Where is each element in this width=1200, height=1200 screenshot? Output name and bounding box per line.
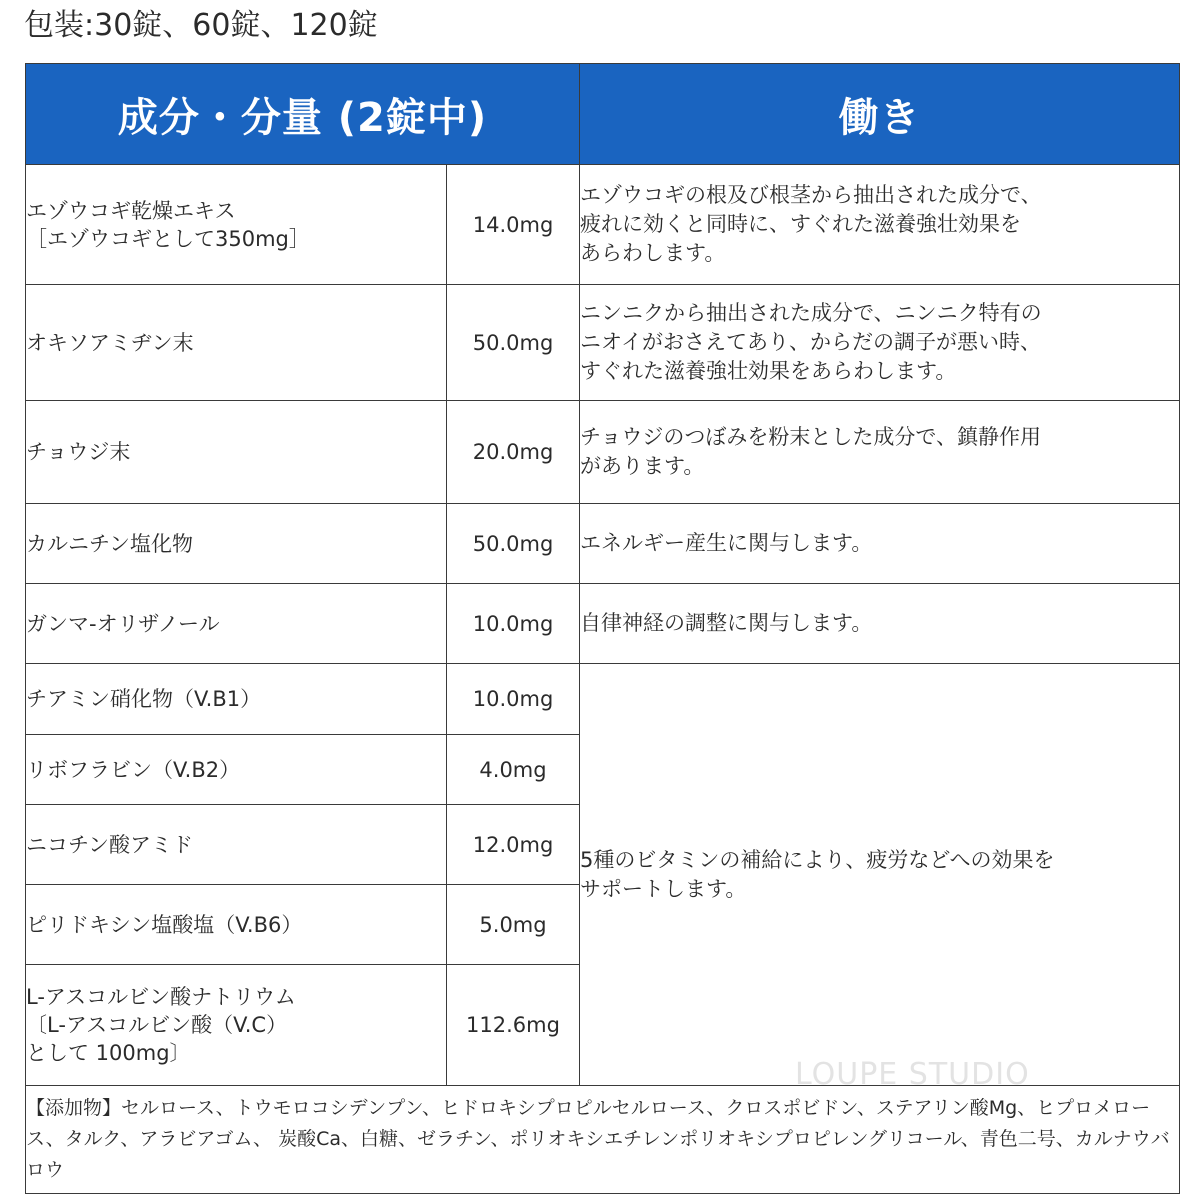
ingredient-name: リボフラビン（V.B2）: [26, 735, 447, 805]
ingredient-name: オキソアミヂン末: [26, 285, 447, 401]
ingredient-effect: ニンニクから抽出された成分で、ニンニク特有の ニオイがおさえてあり、からだの調子が悪い時、 すぐれた滋養強壮効果をあらわします。: [580, 285, 1180, 401]
watermark-logo: LOUPE STUDIO: [795, 1057, 1030, 1092]
ingredient-effect: エネルギー産生に関与します。: [580, 504, 1180, 584]
ingredients-header: 成分・分量 (2錠中): [26, 64, 580, 165]
table-row: [26, 504, 1180, 584]
ingredient-amount: 10.0mg: [447, 584, 580, 664]
ingredient-effect: 自律神経の調整に関与します。: [580, 584, 1180, 664]
table-row: [26, 584, 1180, 664]
ingredient-effect: エゾウコギの根及び根茎から抽出された成分で、 疲れに効くと同時に、すぐれた滋養強壮効果を あらわします。: [580, 165, 1180, 285]
vitamin-effect: 5種のビタミンの補給により、疲労などへの効果を サポートします。: [580, 664, 1180, 1086]
ingredient-amount: 112.6mg: [447, 965, 580, 1086]
effect-header: 働き: [580, 64, 1180, 165]
additives-text: 【添加物】セルロース、トウモロコシデンプン、ヒドロキシプロピルセルロース、クロスポビドン、ステアリン酸Mg、ヒプロメロース、タルク、アラビアゴム、 炭酸Ca、白糖、ゼラチン、ポリオキシエチレンポリオキシプロピレングリコール、青色二号、カルナウバロウ: [26, 1086, 1180, 1194]
ingredient-amount: 20.0mg: [447, 401, 580, 504]
ingredient-name: チアミン硝化物（V.B1）: [26, 664, 447, 735]
ingredient-name: チョウジ末: [26, 401, 447, 504]
ingredient-amount: 14.0mg: [447, 165, 580, 285]
ingredient-amount: 12.0mg: [447, 805, 580, 885]
ingredient-name: ガンマ-オリザノール: [26, 584, 447, 664]
ingredient-name: ニコチン酸アミド: [26, 805, 447, 885]
ingredient-name: ピリドキシン塩酸塩（V.B6）: [26, 885, 447, 965]
ingredient-amount: 5.0mg: [447, 885, 580, 965]
table-row: [26, 401, 1180, 504]
ingredient-amount: 50.0mg: [447, 504, 580, 584]
additives-row: [26, 1086, 1180, 1194]
ingredient-amount: 50.0mg: [447, 285, 580, 401]
ingredient-name: L-アスコルビン酸ナトリウム 〔L-アスコルビン酸（V.C） として 100mg〕: [26, 965, 447, 1086]
ingredient-effect: チョウジのつぼみを粉末とした成分で、鎮静作用 があります。: [580, 401, 1180, 504]
table-row: [26, 165, 1180, 285]
ingredient-name: エゾウコギ乾燥エキス ［エゾウコギとして350mg］: [26, 165, 447, 285]
table-row: [26, 664, 1180, 735]
table-header-row: [26, 64, 1180, 165]
ingredient-name: カルニチン塩化物: [26, 504, 447, 584]
ingredient-amount: 4.0mg: [447, 735, 580, 805]
ingredient-amount: 10.0mg: [447, 664, 580, 735]
ingredients-table: [25, 63, 1180, 1194]
table-row: [26, 285, 1180, 401]
packaging-info: 包装:30錠、60錠、120錠: [24, 8, 378, 43]
